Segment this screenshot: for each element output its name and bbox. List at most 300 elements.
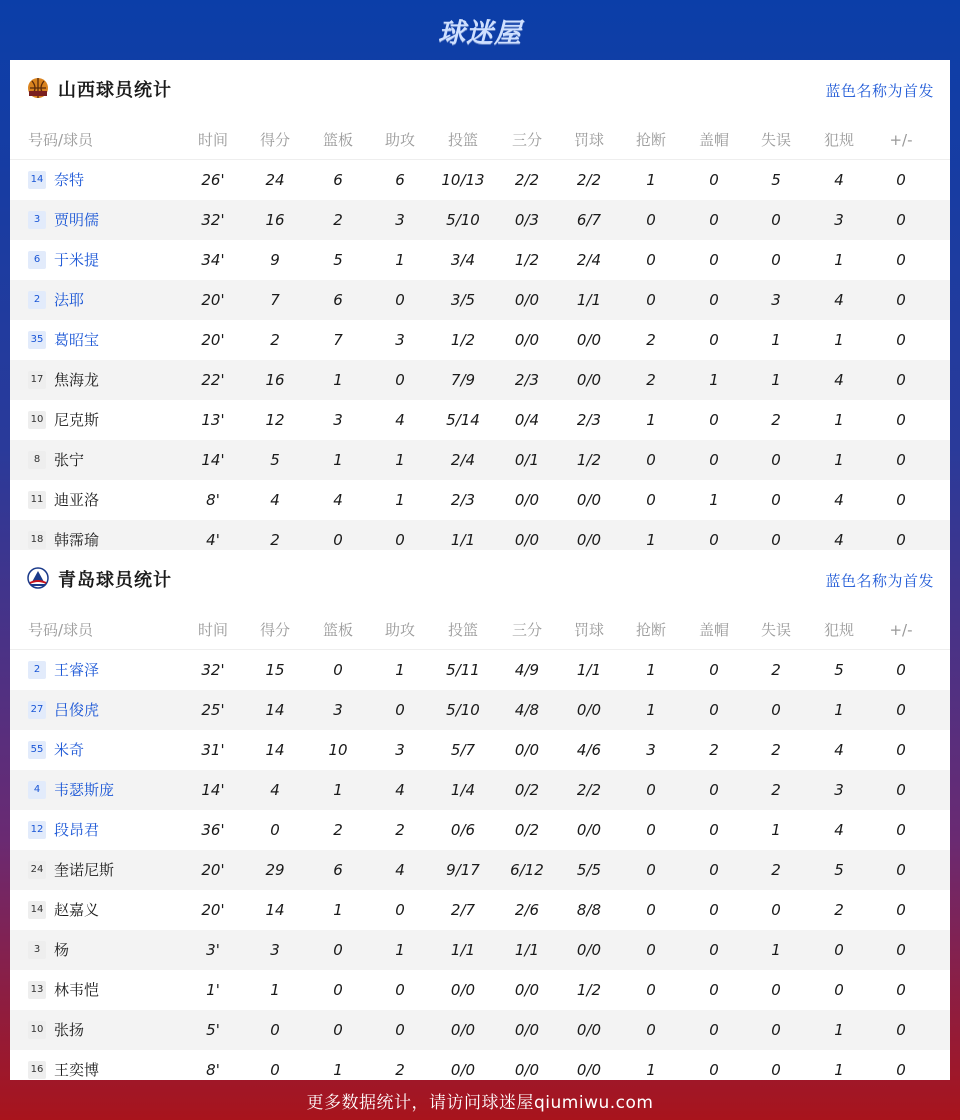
col-header-fouls: 犯规 [823, 131, 854, 149]
stat-minutes: 20' [201, 861, 225, 879]
stat-ft: 1/2 [576, 451, 602, 469]
stat-fouls: 0 [834, 981, 844, 999]
col-header-turnovers: 失误 [760, 621, 791, 639]
stat-minutes: 14' [201, 451, 225, 469]
stat-blocks: 0 [709, 981, 719, 999]
player-name: 焦海龙 [54, 371, 100, 389]
player-name: 王奕博 [54, 1061, 100, 1079]
stat-points: 4 [270, 491, 280, 509]
stat-assists: 0 [395, 981, 405, 999]
stat-plus-minus: 0 [896, 781, 906, 799]
stat-steals: 0 [646, 781, 656, 799]
stat-fg: 3/4 [450, 251, 476, 269]
stat-ft: 0/0 [576, 1061, 602, 1079]
stat-blocks: 0 [709, 531, 719, 549]
col-header-rebounds: 篮板 [322, 131, 353, 149]
jersey-number-badge: 10 [28, 411, 46, 429]
col-header-three-pt: 三分 [511, 621, 542, 639]
stat-assists: 2 [395, 1061, 405, 1079]
player-name: 林韦恺 [54, 981, 100, 999]
stat-turnovers: 0 [771, 701, 781, 719]
jersey-number-badge: 27 [28, 701, 46, 719]
col-header-ft: 罚球 [573, 621, 604, 639]
stat-steals: 0 [646, 211, 656, 229]
player-row [10, 480, 950, 520]
stat-steals: 0 [646, 491, 656, 509]
stat-three-pt: 0/0 [514, 491, 540, 509]
stat-minutes: 26' [201, 171, 225, 189]
stat-fouls: 0 [834, 941, 844, 959]
stat-plus-minus: 0 [896, 171, 906, 189]
player-name: 韦瑟斯庞 [54, 781, 115, 799]
stat-assists: 0 [395, 291, 405, 309]
jersey-number-badge: 17 [28, 371, 46, 389]
player-row [10, 280, 950, 320]
stat-rebounds: 0 [333, 531, 343, 549]
stat-rebounds: 4 [333, 491, 343, 509]
stat-three-pt: 4/9 [514, 661, 540, 679]
stat-blocks: 0 [709, 861, 719, 879]
col-header-minutes: 时间 [197, 621, 228, 639]
team-header [10, 60, 950, 120]
team-card-shanxi [10, 60, 950, 550]
stat-plus-minus: 0 [896, 411, 906, 429]
stat-blocks: 1 [709, 491, 719, 509]
player-name: 杨 [54, 941, 70, 959]
stat-ft: 5/5 [576, 861, 602, 879]
stat-plus-minus: 0 [896, 1061, 906, 1079]
player-name: 米奇 [54, 741, 85, 759]
stat-minutes: 20' [201, 901, 225, 919]
stat-rebounds: 5 [333, 251, 343, 269]
stat-fouls: 1 [834, 331, 844, 349]
stat-turnovers: 5 [771, 171, 781, 189]
stat-rebounds: 1 [333, 1061, 343, 1079]
col-header-points: 得分 [259, 621, 290, 639]
stat-minutes: 13' [201, 411, 225, 429]
stat-three-pt: 0/2 [514, 821, 540, 839]
col-header-fg: 投篮 [447, 131, 478, 149]
stat-rebounds: 3 [333, 701, 343, 719]
stat-ft: 0/0 [576, 941, 602, 959]
stat-three-pt: 0/0 [514, 531, 540, 549]
player-row [10, 1010, 950, 1050]
stat-three-pt: 2/6 [514, 901, 540, 919]
stat-plus-minus: 0 [896, 701, 906, 719]
stat-fg: 0/6 [450, 821, 476, 839]
stat-plus-minus: 0 [896, 741, 906, 759]
stat-points: 0 [270, 1061, 280, 1079]
stat-blocks: 0 [709, 411, 719, 429]
stat-rebounds: 3 [333, 411, 343, 429]
col-header-ft: 罚球 [573, 131, 604, 149]
player-row [10, 360, 950, 400]
stat-assists: 1 [395, 661, 405, 679]
stat-rebounds: 7 [333, 331, 343, 349]
stat-assists: 0 [395, 371, 405, 389]
stat-points: 5 [270, 451, 280, 469]
stat-turnovers: 2 [771, 411, 781, 429]
stat-turnovers: 2 [771, 781, 781, 799]
stat-three-pt: 0/2 [514, 781, 540, 799]
stats-table [10, 610, 950, 1090]
stat-steals: 0 [646, 291, 656, 309]
stat-rebounds: 0 [333, 941, 343, 959]
starter-note: 蓝色名称为首发 [825, 82, 934, 100]
stat-blocks: 0 [709, 291, 719, 309]
stat-points: 3 [270, 941, 280, 959]
stat-steals: 1 [646, 1061, 656, 1079]
stat-turnovers: 0 [771, 901, 781, 919]
player-row [10, 400, 950, 440]
stat-plus-minus: 0 [896, 901, 906, 919]
player-row [10, 160, 950, 200]
stat-assists: 1 [395, 941, 405, 959]
stat-fg: 0/0 [450, 981, 476, 999]
stat-steals: 0 [646, 901, 656, 919]
stat-blocks: 0 [709, 171, 719, 189]
stat-minutes: 8' [206, 1061, 220, 1079]
stat-three-pt: 0/1 [514, 451, 540, 469]
stat-fg: 5/10 [446, 701, 480, 719]
stat-steals: 0 [646, 981, 656, 999]
stat-fg: 5/7 [450, 741, 476, 759]
stat-minutes: 22' [201, 371, 225, 389]
player-name: 王睿泽 [54, 661, 100, 679]
stat-turnovers: 0 [771, 451, 781, 469]
stat-rebounds: 0 [333, 661, 343, 679]
stat-turnovers: 1 [771, 941, 781, 959]
column-header-row [10, 120, 950, 160]
stat-minutes: 4' [206, 531, 220, 549]
jersey-number-badge: 55 [28, 741, 46, 759]
stat-turnovers: 2 [771, 741, 781, 759]
player-name: 吕俊虎 [54, 701, 100, 719]
stat-fouls: 5 [834, 661, 844, 679]
stat-fouls: 5 [834, 861, 844, 879]
jersey-number-badge: 14 [28, 901, 46, 919]
stat-fg: 1/4 [450, 781, 476, 799]
stat-three-pt: 0/0 [514, 1061, 540, 1079]
stat-turnovers: 1 [771, 331, 781, 349]
stat-ft: 8/8 [576, 901, 602, 919]
stat-three-pt: 0/0 [514, 331, 540, 349]
stat-fg: 1/1 [450, 941, 476, 959]
stat-blocks: 0 [709, 701, 719, 719]
stat-fg: 0/0 [450, 1061, 476, 1079]
stat-steals: 3 [646, 741, 656, 759]
stat-ft: 2/2 [576, 171, 602, 189]
stat-fouls: 4 [834, 491, 844, 509]
player-name: 韩霈瑜 [54, 531, 100, 549]
stat-blocks: 0 [709, 941, 719, 959]
jersey-number-badge: 8 [28, 451, 46, 469]
stat-rebounds: 1 [333, 451, 343, 469]
stat-turnovers: 3 [771, 291, 781, 309]
stat-three-pt: 0/0 [514, 741, 540, 759]
player-row [10, 890, 950, 930]
stat-assists: 1 [395, 451, 405, 469]
stat-points: 12 [265, 411, 285, 429]
stat-three-pt: 2/2 [514, 171, 540, 189]
stat-fouls: 1 [834, 1061, 844, 1079]
stat-rebounds: 6 [333, 861, 343, 879]
col-header-plus-minus: +/- [889, 621, 913, 639]
stat-turnovers: 1 [771, 821, 781, 839]
shanxi-team-logo-icon [26, 76, 50, 100]
stat-assists: 6 [395, 171, 405, 189]
stat-steals: 1 [646, 411, 656, 429]
stat-assists: 1 [395, 491, 405, 509]
stat-plus-minus: 0 [896, 981, 906, 999]
jersey-number-badge: 24 [28, 861, 46, 879]
stat-assists: 4 [395, 861, 405, 879]
stat-plus-minus: 0 [896, 661, 906, 679]
jersey-number-badge: 14 [28, 171, 46, 189]
player-name: 贾明儒 [54, 211, 100, 229]
stat-minutes: 3' [206, 941, 220, 959]
stat-points: 29 [265, 861, 285, 879]
stat-ft: 0/0 [576, 701, 602, 719]
player-name: 法耶 [54, 291, 85, 309]
stat-steals: 0 [646, 1021, 656, 1039]
stat-blocks: 2 [709, 741, 719, 759]
stat-three-pt: 0/4 [514, 411, 540, 429]
player-row [10, 850, 950, 890]
brand-logo: 球迷屋 [438, 17, 522, 49]
stat-steals: 0 [646, 821, 656, 839]
stat-blocks: 0 [709, 1021, 719, 1039]
col-header-blocks: 盖帽 [698, 131, 729, 149]
stat-assists: 2 [395, 821, 405, 839]
stat-three-pt: 1/1 [514, 941, 540, 959]
player-row [10, 930, 950, 970]
stat-plus-minus: 0 [896, 251, 906, 269]
stat-steals: 1 [646, 531, 656, 549]
stat-turnovers: 0 [771, 981, 781, 999]
stat-three-pt: 0/0 [514, 1021, 540, 1039]
stat-steals: 2 [646, 331, 656, 349]
stat-points: 1 [270, 981, 280, 999]
stat-steals: 0 [646, 451, 656, 469]
player-name: 赵嘉义 [54, 901, 100, 919]
stat-assists: 0 [395, 701, 405, 719]
stat-plus-minus: 0 [896, 861, 906, 879]
stat-points: 4 [270, 781, 280, 799]
qingdao-team-logo-icon [26, 566, 50, 590]
team-title: 青岛球员统计 [58, 570, 172, 591]
player-row [10, 810, 950, 850]
stat-steals: 0 [646, 941, 656, 959]
player-row [10, 200, 950, 240]
stat-fg: 1/1 [450, 531, 476, 549]
stat-points: 15 [265, 661, 285, 679]
stat-turnovers: 0 [771, 531, 781, 549]
stat-three-pt: 1/2 [514, 251, 540, 269]
stat-ft: 1/1 [576, 291, 602, 309]
stat-rebounds: 1 [333, 901, 343, 919]
stat-ft: 0/0 [576, 531, 602, 549]
jersey-number-badge: 18 [28, 531, 46, 549]
jersey-number-badge: 12 [28, 821, 46, 839]
stat-assists: 1 [395, 251, 405, 269]
col-header-points: 得分 [259, 131, 290, 149]
stat-ft: 6/7 [576, 211, 602, 229]
col-header-fouls: 犯规 [823, 621, 854, 639]
team-card-qingdao [10, 550, 950, 1080]
stat-rebounds: 6 [333, 171, 343, 189]
stat-three-pt: 2/3 [514, 371, 540, 389]
stat-blocks: 0 [709, 211, 719, 229]
stat-rebounds: 1 [333, 781, 343, 799]
stat-fg: 5/11 [446, 661, 480, 679]
player-row [10, 240, 950, 280]
stat-plus-minus: 0 [896, 531, 906, 549]
stat-points: 2 [270, 531, 280, 549]
stat-turnovers: 0 [771, 251, 781, 269]
jersey-number-badge: 10 [28, 1021, 46, 1039]
stat-assists: 0 [395, 531, 405, 549]
stat-plus-minus: 0 [896, 371, 906, 389]
stat-blocks: 0 [709, 251, 719, 269]
jersey-number-badge: 2 [28, 291, 46, 309]
stat-points: 9 [270, 251, 280, 269]
stat-turnovers: 1 [771, 371, 781, 389]
col-header-player: 号码/球员 [28, 621, 94, 639]
stat-steals: 1 [646, 661, 656, 679]
stat-steals: 1 [646, 701, 656, 719]
player-row [10, 650, 950, 690]
stat-minutes: 14' [201, 781, 225, 799]
team-title: 山西球员统计 [58, 80, 172, 101]
col-header-assists: 助攻 [384, 621, 415, 639]
stat-points: 0 [270, 1021, 280, 1039]
stat-three-pt: 0/0 [514, 291, 540, 309]
jersey-number-badge: 4 [28, 781, 46, 799]
stat-plus-minus: 0 [896, 291, 906, 309]
jersey-number-badge: 2 [28, 661, 46, 679]
stat-ft: 1/1 [576, 661, 602, 679]
jersey-number-badge: 16 [28, 1061, 46, 1079]
stat-blocks: 0 [709, 781, 719, 799]
stat-steals: 2 [646, 371, 656, 389]
col-header-blocks: 盖帽 [698, 621, 729, 639]
player-row [10, 320, 950, 360]
stat-points: 14 [265, 901, 285, 919]
stat-fg: 2/7 [450, 901, 476, 919]
player-row [10, 730, 950, 770]
stat-points: 7 [270, 291, 280, 309]
stat-assists: 4 [395, 411, 405, 429]
starter-note: 蓝色名称为首发 [825, 572, 934, 590]
jersey-number-badge: 35 [28, 331, 46, 349]
stat-ft: 2/4 [576, 251, 602, 269]
stat-fg: 10/13 [441, 171, 485, 189]
stat-ft: 0/0 [576, 1021, 602, 1039]
jersey-number-badge: 3 [28, 211, 46, 229]
jersey-number-badge: 3 [28, 941, 46, 959]
stat-plus-minus: 0 [896, 941, 906, 959]
stat-fouls: 1 [834, 411, 844, 429]
player-name: 葛昭宝 [54, 331, 100, 349]
stat-fg: 9/17 [446, 861, 480, 879]
stat-fg: 2/4 [450, 451, 476, 469]
stat-plus-minus: 0 [896, 451, 906, 469]
jersey-number-badge: 6 [28, 251, 46, 269]
stat-minutes: 36' [201, 821, 225, 839]
stat-points: 24 [265, 171, 285, 189]
stat-turnovers: 2 [771, 861, 781, 879]
stat-points: 16 [265, 371, 285, 389]
stat-minutes: 32' [201, 211, 225, 229]
stat-rebounds: 10 [328, 741, 348, 759]
player-row [10, 970, 950, 1010]
stat-ft: 0/0 [576, 371, 602, 389]
stat-rebounds: 2 [333, 211, 343, 229]
stat-three-pt: 4/8 [514, 701, 540, 719]
stat-plus-minus: 0 [896, 331, 906, 349]
stat-steals: 0 [646, 861, 656, 879]
player-name: 张扬 [54, 1021, 85, 1039]
stat-fouls: 1 [834, 1021, 844, 1039]
stat-points: 14 [265, 701, 285, 719]
stat-points: 14 [265, 741, 285, 759]
stat-fg: 1/2 [450, 331, 476, 349]
stat-fg: 7/9 [450, 371, 476, 389]
stat-assists: 3 [395, 331, 405, 349]
stat-minutes: 20' [201, 331, 225, 349]
stat-plus-minus: 0 [896, 211, 906, 229]
player-row [10, 690, 950, 730]
stat-three-pt: 6/12 [510, 861, 544, 879]
stat-rebounds: 2 [333, 821, 343, 839]
stat-fouls: 4 [834, 371, 844, 389]
stat-rebounds: 0 [333, 1021, 343, 1039]
stat-steals: 1 [646, 171, 656, 189]
jersey-number-badge: 11 [28, 491, 46, 509]
stat-assists: 0 [395, 901, 405, 919]
stat-blocks: 0 [709, 901, 719, 919]
stat-blocks: 0 [709, 1061, 719, 1079]
footer-promo: 更多数据统计，请访问球迷屋qiumiwu.com [306, 1092, 654, 1113]
stat-fg: 2/3 [450, 491, 476, 509]
stat-turnovers: 0 [771, 1021, 781, 1039]
stat-fouls: 4 [834, 291, 844, 309]
stat-minutes: 34' [201, 251, 225, 269]
stat-minutes: 20' [201, 291, 225, 309]
player-name: 奎诺尼斯 [54, 861, 115, 879]
stat-fouls: 1 [834, 701, 844, 719]
team-header [10, 550, 950, 610]
stat-minutes: 32' [201, 661, 225, 679]
col-header-three-pt: 三分 [511, 131, 542, 149]
stat-fouls: 4 [834, 531, 844, 549]
stat-minutes: 5' [206, 1021, 220, 1039]
stat-blocks: 1 [709, 371, 719, 389]
stat-ft: 1/2 [576, 981, 602, 999]
stat-blocks: 0 [709, 451, 719, 469]
stat-rebounds: 1 [333, 371, 343, 389]
stat-ft: 2/2 [576, 781, 602, 799]
col-header-steals: 抢断 [635, 131, 666, 149]
stat-points: 16 [265, 211, 285, 229]
stat-ft: 0/0 [576, 821, 602, 839]
stat-three-pt: 0/0 [514, 981, 540, 999]
stat-turnovers: 0 [771, 1061, 781, 1079]
col-header-rebounds: 篮板 [322, 621, 353, 639]
player-row [10, 440, 950, 480]
column-header-row [10, 610, 950, 650]
